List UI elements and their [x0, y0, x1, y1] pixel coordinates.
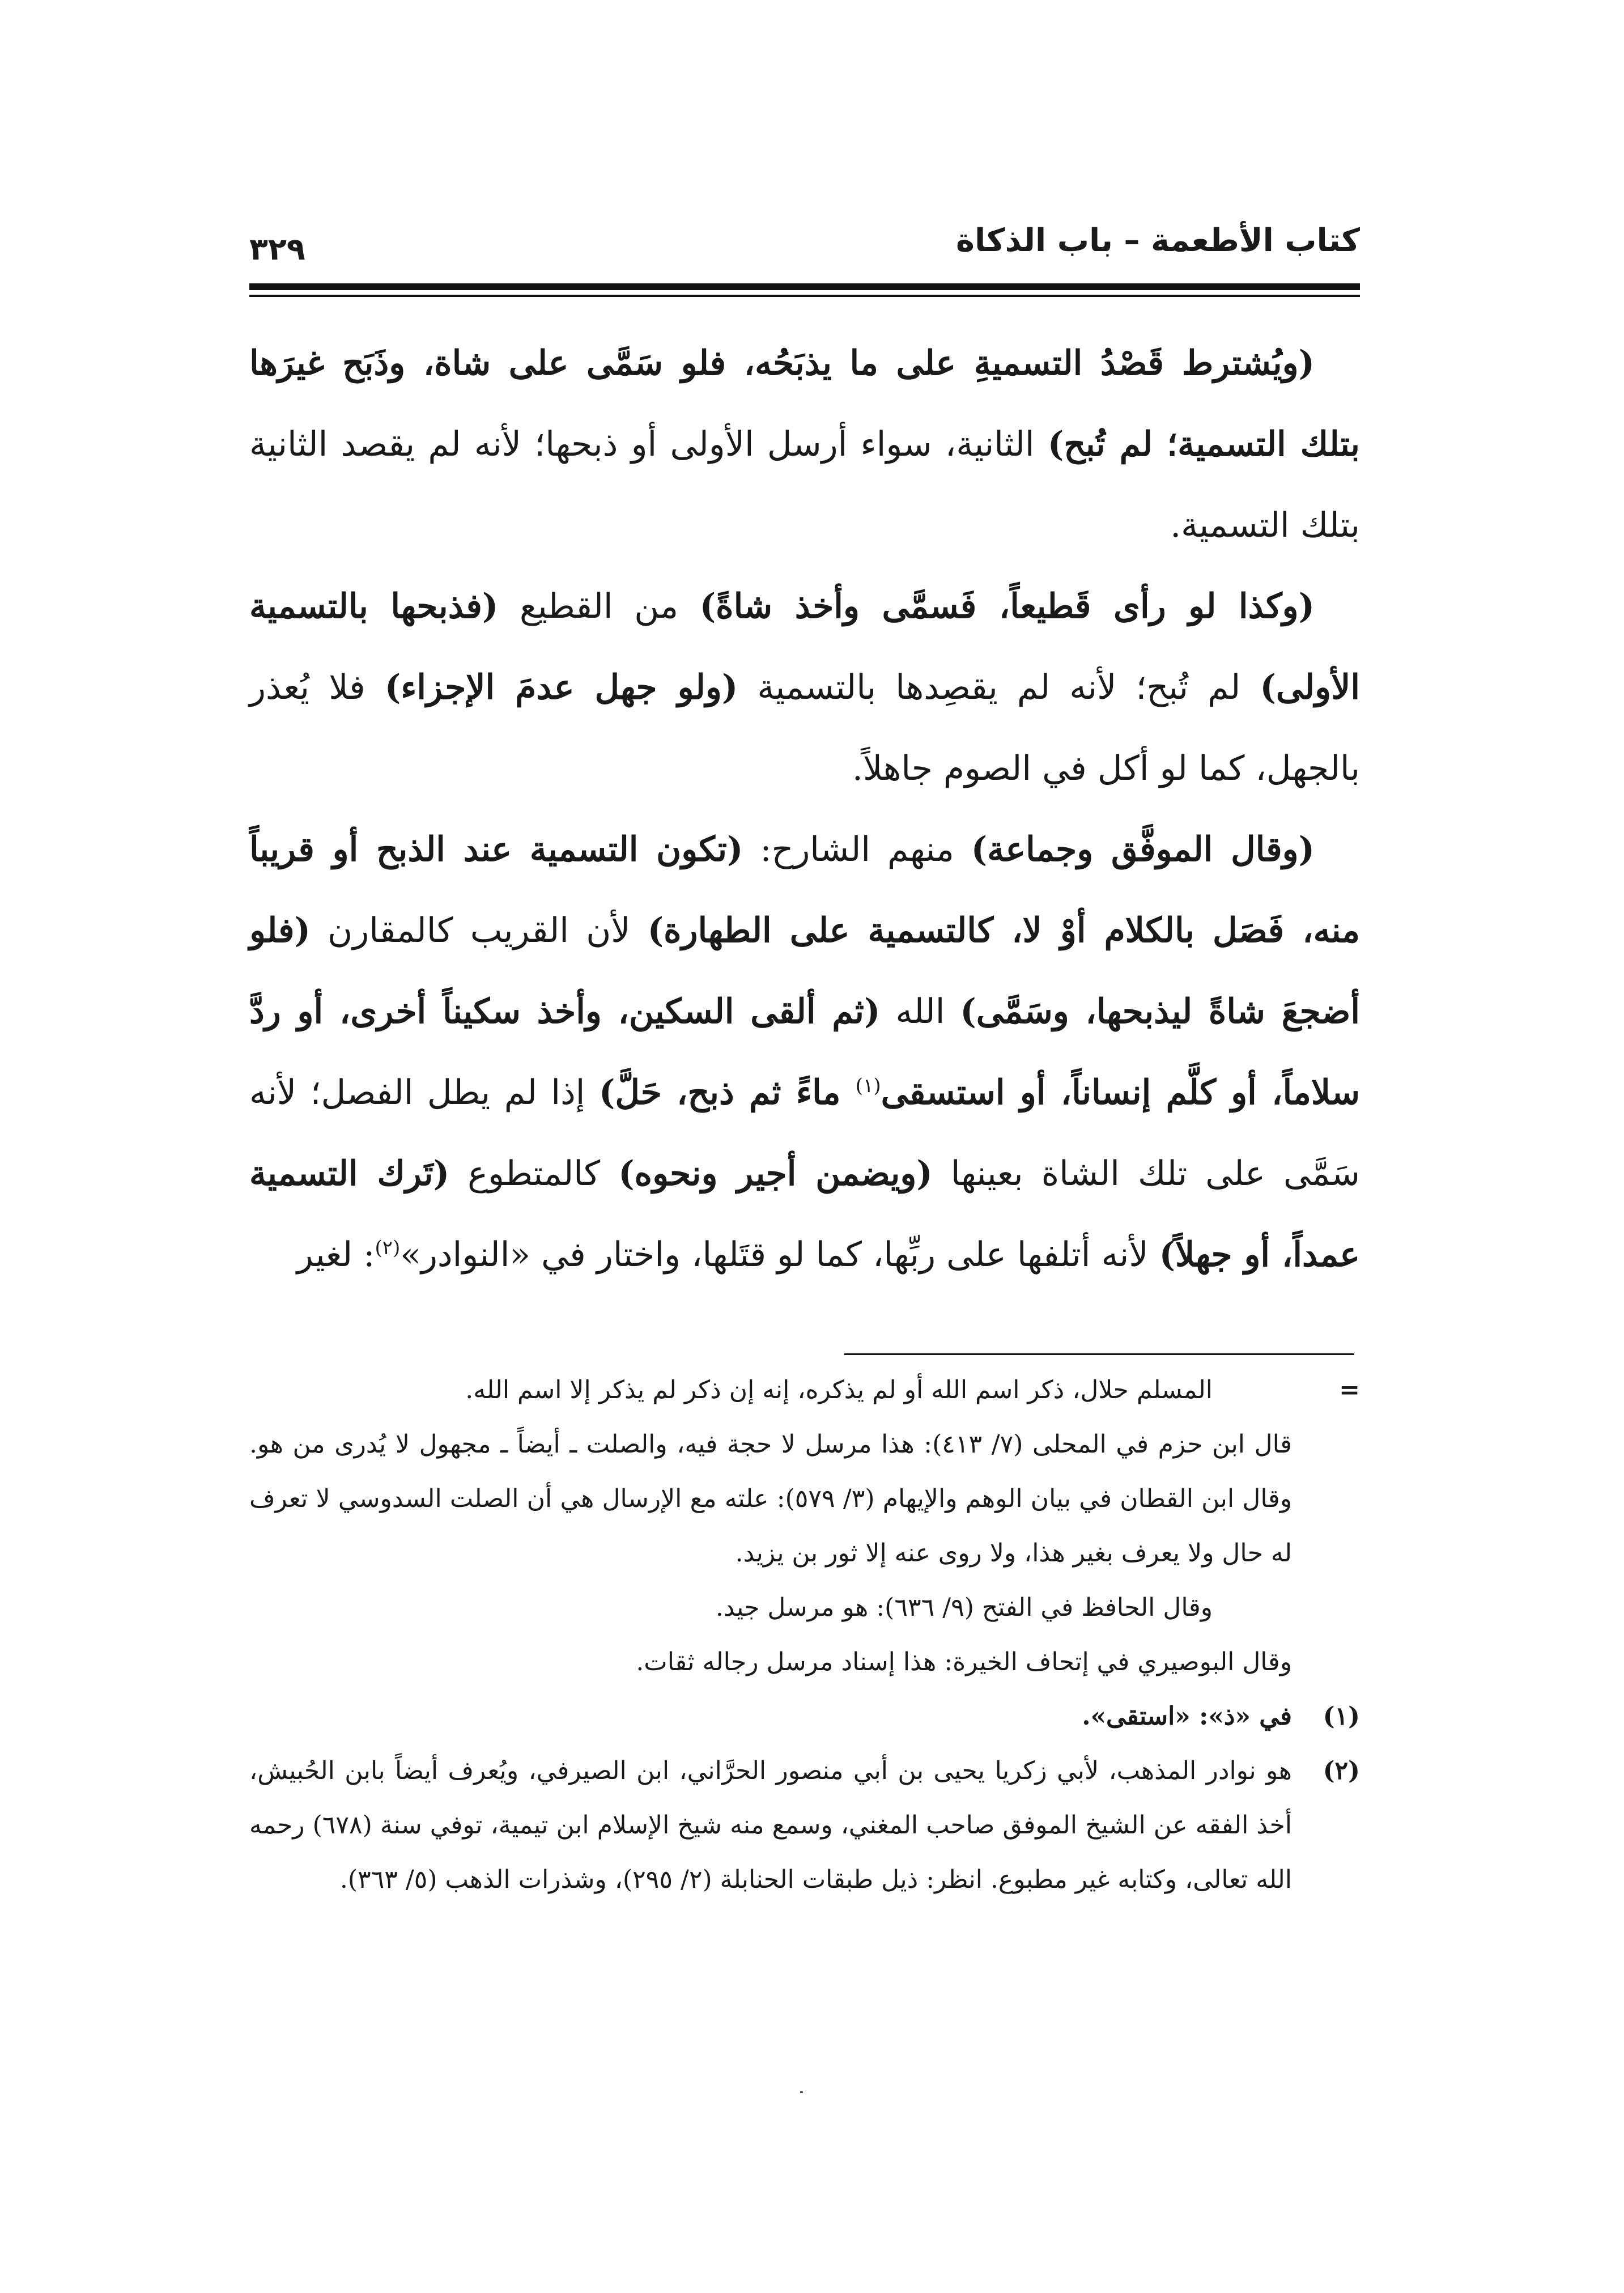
paragraph-2: [249, 566, 1360, 809]
sharh-text: لأنه أتلفها على ربِّها، كما لو قتَلها، واختار في «النوادر»: [400, 1235, 1159, 1275]
footnote-separator: [844, 1353, 1354, 1355]
running-title: كتاب الأطعمة – باب الذكاة: [955, 222, 1360, 259]
matn-text: (ويضمن أجير ونحوه): [618, 1154, 933, 1194]
footnote-1: [249, 1689, 1360, 1744]
footnote-continued-marker: =: [1339, 1375, 1360, 1404]
footnote-text: في «ذ»: «استقى».: [1082, 1702, 1292, 1731]
sharh-text: كالمتطوع: [449, 1154, 619, 1194]
matn-text: (فلو أضجعَ شاةً ليذبحها، وسَمَّى): [249, 911, 1360, 1031]
sharh-text: منهم الشارح:: [743, 830, 971, 869]
footnotes: [249, 1363, 1360, 1907]
footnote-text: هو نوادر المذهب، لأبي زكريا يحيى بن أبي منصور الحرَّاني، ابن الصيرفي، ويُعرف أيضاً بابن الحُبيش، أخذ الفقه عن الشيخ الموفق صاحب المغني، وسمع منه شيخ الإسلام ابن تيمية، توفي سنة (٦٧٨) رحمه الله تعالى، وكتابه غير مطبوع. انظر: ذيل طبقات الحنابلة (٢/ ٢٩٥)، وشذرات الذهب (٥/ ٣٦٣).: [249, 1756, 1292, 1894]
matn-text: (ثم ألقى السكين، وأخذ سكيناً أخرى، أو ردَّ سلاماً، أو كلَّم إنساناً، أو استسقى: [249, 992, 1361, 1112]
sharh-text: إذا لم يطل الفصل؛ لأنه سَمَّى على تلك الشاة بعينها: [249, 1073, 1360, 1194]
page-header: [249, 218, 1360, 269]
sharh-text: لم تُبح؛ لأنه لم يقصِدها بالتسمية: [738, 668, 1260, 707]
paragraph-1: [249, 323, 1360, 566]
sharh-text: من القطيع: [498, 587, 700, 626]
matn-text: (ولو جهل عدمَ الإجزاء): [384, 668, 738, 707]
scan-speck: [800, 2091, 803, 2093]
matn-text: ماءً ثم ذبح، حَلَّ): [598, 1073, 856, 1112]
sharh-text: : لغير: [296, 1235, 375, 1275]
matn-text: (وقال الموفَّق وجماعة): [971, 830, 1315, 869]
footnote-ref-1[interactable]: (١): [855, 1075, 881, 1097]
sharh-text: الثانية، سواء أرسل الأولى أو ذبحها؛ لأنه لم يقصد الثانية بتلك التسمية.: [249, 424, 1360, 545]
main-text: [249, 323, 1360, 1296]
footnote-line: قال ابن حزم في المحلى (٧/ ٤١٣): هذا مرسل لا حجة فيه، والصلت ـ أيضاً ـ مجهول لا يُدرى من هو. وقال ابن القطان في بيان الوهم والإيهام (٣/ ٥٧٩): علته مع الإرسال هي أن الصلت السدوسي لا تعرف له حال ولا يعرف بغير هذا، ولا روى عنه إلا ثور بن يزيد.: [249, 1430, 1293, 1568]
paragraph-3: [249, 809, 1360, 1296]
footnote-line: وقال الحافظ في الفتح (٩/ ٦٣٦): هو مرسل جيد.: [715, 1593, 1213, 1622]
matn-text: (تَرك التسمية عمداً، أو جهلاً): [249, 1154, 1360, 1275]
matn-text: (تكون التسمية عند الذبح أو قريباً منه، فَصَل بالكلام أوْ لا، كالتسمية على الطهارة): [249, 830, 1361, 950]
header-rule-thick: [249, 283, 1360, 290]
footnote-marker: (١): [1323, 1702, 1360, 1731]
footnote-continued: [249, 1363, 1360, 1689]
page-number: ٣٢٩: [249, 231, 305, 267]
sharh-text: فلا يُعذر بالجهل، كما لو أكل في الصوم جاهلاً.: [249, 668, 1360, 788]
matn-text: (ويُشترط قَصْدُ التسميةِ على ما يذبَحُه، فلو سَمَّى على شاة، وذَبَح غيرَها بتلك التسمية؛ لم تُبح): [249, 343, 1360, 464]
footnote-line: وقال البوصيري في إتحاف الخيرة: هذا إسناد مرسل رجاله ثقات.: [636, 1647, 1292, 1676]
sharh-text: لأن القريب كالمقارن: [310, 911, 648, 950]
footnote-2: [249, 1744, 1360, 1907]
matn-text: (فذبحها بالتسمية الأولى): [249, 587, 1360, 707]
sharh-text: الله: [880, 992, 960, 1031]
header-rule-thin: [249, 295, 1360, 297]
footnote-marker: (٢): [1323, 1756, 1360, 1785]
footnote-line: المسلم حلال، ذكر اسم الله أو لم يذكره، إنه إن ذكر لم يذكر إلا اسم الله.: [465, 1375, 1213, 1404]
footnote-ref-2[interactable]: (٢): [375, 1237, 401, 1259]
matn-text: (وكذا لو رأى قَطيعاً، فَسمَّى وأخذ شاةً): [699, 587, 1315, 626]
